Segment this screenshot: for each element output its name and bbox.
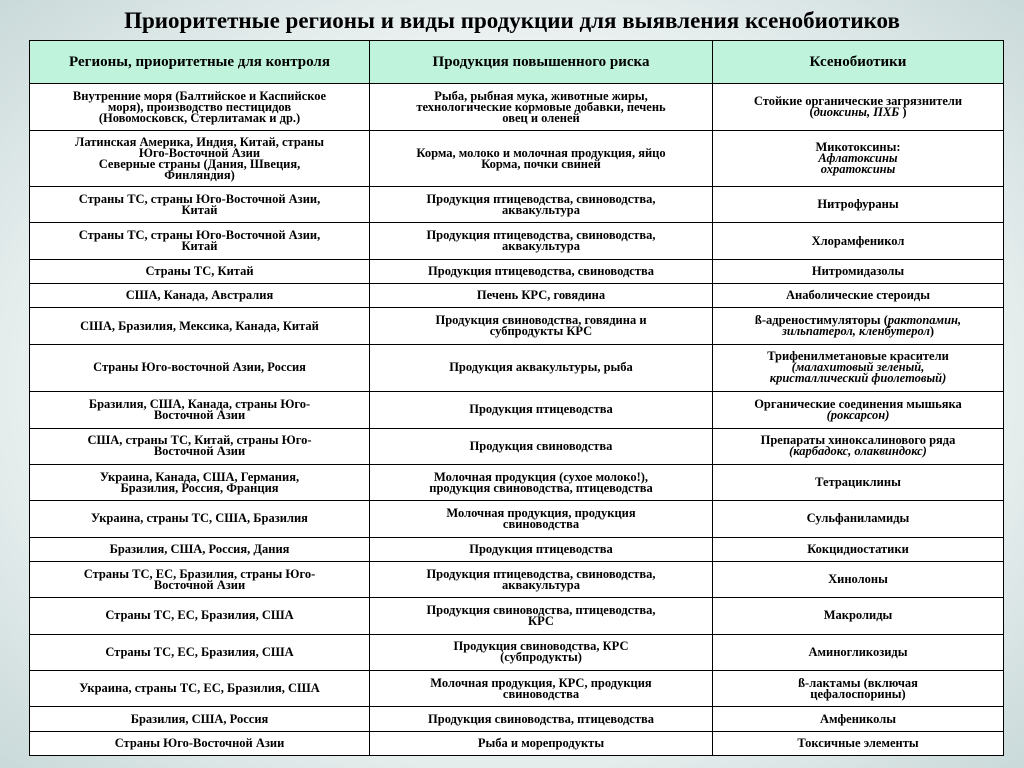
- region-text: Китай: [181, 202, 218, 217]
- region-cell: [30, 707, 370, 731]
- region-text: Бразилия, Россия, Франция: [120, 480, 279, 495]
- table-row: [30, 308, 1004, 344]
- xenobiotic-cell: [713, 392, 1004, 428]
- product-text: Продукция свиноводства, птицеводства: [428, 711, 654, 726]
- xenobiotic-text: цефалоспорины): [810, 686, 906, 701]
- xenobiotic-italic-text: Афлатоксины: [818, 151, 898, 166]
- region-cell: [30, 671, 370, 707]
- product-text: Рыба, рыбная мука, животные жиры,: [434, 88, 648, 103]
- product-text: Продукция свиноводства, птицеводства,: [426, 602, 656, 617]
- region-text: Украина, страны ТС, ЕС, Бразилия, США: [79, 681, 320, 696]
- region-text: Латинская Америка, Индия, Китай, страны: [75, 134, 324, 149]
- table-row: [30, 223, 1004, 259]
- xenobiotic-text: Анаболические стероиды: [786, 288, 930, 303]
- region-text: Страны ТС, страны Юго-Восточной Азии,: [78, 228, 321, 243]
- region-cell: [30, 501, 370, 537]
- region-cell: [30, 259, 370, 283]
- product-text: Молочная продукция (сухое молоко!),: [433, 469, 649, 484]
- table-row: [30, 284, 1004, 308]
- product-text: Продукция птицеводства, свиноводства,: [426, 566, 656, 581]
- table-header-row: [30, 41, 1004, 84]
- product-cell: [370, 284, 713, 308]
- xenobiotic-italic-text: (малахитовый зеленый,: [791, 360, 925, 375]
- xenobiotic-text: Микотоксины:: [815, 140, 901, 155]
- region-text: Восточной Азии: [153, 444, 246, 459]
- product-text: КРС: [528, 613, 554, 628]
- product-cell: [370, 537, 713, 561]
- region-cell: [30, 187, 370, 223]
- product-text: Продукция птицеводства, свиноводства,: [426, 228, 656, 243]
- product-text: Продукция свиноводства, КРС: [453, 639, 629, 654]
- product-cell: [370, 464, 713, 500]
- region-text: США, страны ТС, Китай, страны Юго-: [87, 433, 312, 448]
- region-text: Бразилия, США, Канада, страны Юго-: [88, 396, 311, 411]
- product-text: аквакультура: [502, 202, 580, 217]
- region-text: Страны ТС, ЕС, Бразилия, США: [105, 608, 294, 623]
- product-text: технологические кормовые добавки, печень: [416, 99, 666, 114]
- product-text: Молочная продукция, КРС, продукция: [430, 675, 652, 690]
- table-row: [30, 598, 1004, 634]
- product-text: Продукция птицеводства: [469, 402, 613, 417]
- header-regions: Регионы, приоритетные для контроля: [30, 41, 370, 84]
- region-text: Страны ТС, ЕС, Бразилия, страны Юго-: [83, 566, 316, 581]
- xenobiotic-italic-text: кристаллический фиолетовый): [769, 371, 947, 386]
- xenobiotic-text: Препараты хиноксалинового ряда: [760, 433, 956, 448]
- region-text: Восточной Азии: [153, 577, 246, 592]
- product-text: Рыба и морепродукты: [477, 735, 605, 750]
- region-text: США, Бразилия, Мексика, Канада, Китай: [80, 318, 319, 333]
- product-text: продукция свиноводства, птицеводства: [429, 480, 653, 495]
- header-xenobiotics: Ксенобиотики: [713, 41, 1004, 84]
- xenobiotic-text: Органические соединения мышьяка: [754, 396, 962, 411]
- xenobiotic-cell: [713, 537, 1004, 561]
- table-row: [30, 428, 1004, 464]
- product-cell: [370, 731, 713, 755]
- product-text: аквакультура: [502, 239, 580, 254]
- xenobiotic-text: ß-адреностимуляторы (: [754, 313, 888, 327]
- region-text: Страны Юго-восточной Азии, Россия: [93, 360, 306, 375]
- xenobiotic-cell: [713, 131, 1004, 187]
- product-text: Продукция птицеводства, свиноводства,: [426, 191, 656, 206]
- product-text: Продукция свиноводства, говядина и: [435, 313, 647, 327]
- product-cell: [370, 561, 713, 597]
- region-cell: [30, 428, 370, 464]
- region-text: Страны ТС, ЕС, Бразилия, США: [105, 644, 294, 659]
- region-text: Восточной Азии: [153, 407, 246, 422]
- xenobiotic-cell: [713, 344, 1004, 391]
- region-text: Страны Юго-Восточной Азии: [114, 735, 285, 750]
- xenobiotic-italic-text: диоксины, ПХБ: [813, 105, 900, 120]
- xenobiotic-cell: [713, 187, 1004, 223]
- region-text: Бразилия, США, Россия, Дания: [109, 541, 290, 556]
- table-row: [30, 84, 1004, 131]
- product-cell: [370, 501, 713, 537]
- product-cell: [370, 707, 713, 731]
- xenobiotic-italic-text: охратоксины: [820, 162, 896, 177]
- xenobiotic-text: Нитрофураны: [817, 197, 899, 212]
- product-text: Печень КРС, говядина: [476, 288, 606, 303]
- product-text: (субпродукты): [500, 650, 582, 665]
- product-cell: [370, 259, 713, 283]
- region-text: Украина, страны ТС, США, Бразилия: [91, 511, 308, 526]
- xenobiotic-text: Аминогликозиды: [808, 644, 908, 659]
- xenobiotic-cell: [713, 634, 1004, 670]
- table-body: [30, 84, 1004, 756]
- region-cell: [30, 731, 370, 755]
- product-text: Корма, молоко и молочная продукция, яйцо: [416, 145, 666, 160]
- xenobiotic-text: ß-лактамы (включая: [798, 675, 918, 690]
- xenobiotic-cell: [713, 731, 1004, 755]
- region-cell: [30, 634, 370, 670]
- region-cell: [30, 84, 370, 131]
- xenobiotic-italic-text: (роксарсон): [826, 407, 890, 422]
- table-row: [30, 707, 1004, 731]
- xenobiotic-text: ): [929, 324, 935, 338]
- xenobiotic-cell: [713, 598, 1004, 634]
- xenobiotic-text: Сульфаниламиды: [806, 511, 910, 526]
- xenobiotic-cell: [713, 428, 1004, 464]
- xenobiotic-text: Нитромидазолы: [811, 263, 905, 278]
- product-text: Корма, почки свиней: [481, 156, 601, 171]
- product-cell: [370, 344, 713, 391]
- xenobiotic-text: Трифенилметановые красители: [767, 349, 949, 364]
- product-cell: [370, 131, 713, 187]
- xenobiotic-text: Кокцидиостатики: [807, 541, 909, 556]
- slide-title: Приоритетные регионы и виды продукции для выявления ксенобиотиков: [124, 8, 900, 33]
- table-row: [30, 537, 1004, 561]
- product-cell: [370, 223, 713, 259]
- table-row: [30, 634, 1004, 670]
- product-text: Продукция птицеводства: [469, 541, 613, 556]
- table-row: [30, 561, 1004, 597]
- region-text: Страны ТС, страны Юго-Восточной Азии,: [78, 191, 321, 206]
- table-row: [30, 464, 1004, 500]
- table-row: [30, 392, 1004, 428]
- product-text: Продукция свиноводства: [469, 438, 613, 453]
- header-products: Продукция повышенного риска: [370, 41, 713, 84]
- product-text: овец и оленей: [502, 110, 580, 125]
- region-cell: [30, 223, 370, 259]
- region-cell: [30, 537, 370, 561]
- xenobiotic-cell: [713, 308, 1004, 344]
- product-cell: [370, 308, 713, 344]
- xenobiotic-text: Тетрациклины: [815, 475, 901, 490]
- xenobiotic-cell: [713, 707, 1004, 731]
- region-cell: [30, 598, 370, 634]
- region-cell: [30, 308, 370, 344]
- product-cell: [370, 634, 713, 670]
- xenobiotic-cell: [713, 284, 1004, 308]
- table-row: [30, 731, 1004, 755]
- xenobiotic-cell: [713, 223, 1004, 259]
- region-text: Бразилия, США, Россия: [130, 711, 269, 726]
- product-cell: [370, 187, 713, 223]
- product-cell: [370, 392, 713, 428]
- region-cell: [30, 344, 370, 391]
- xenobiotic-text: Макролиды: [823, 608, 893, 623]
- region-cell: [30, 284, 370, 308]
- region-text: Северные страны (Дания, Швеция,: [98, 156, 301, 171]
- region-text: Юго-Восточной Азии: [138, 145, 261, 160]
- region-text: Страны ТС, Китай: [145, 263, 254, 278]
- xenobiotic-text: Хинолоны: [828, 572, 888, 587]
- region-text: Китай: [181, 239, 218, 254]
- xenobiotics-table: [29, 40, 1004, 756]
- xenobiotic-cell: [713, 259, 1004, 283]
- product-text: Продукция аквакультуры, рыба: [449, 360, 633, 375]
- product-text: свиноводства: [502, 516, 580, 531]
- product-cell: [370, 598, 713, 634]
- region-text: Украина, Канада, США, Германия,: [99, 469, 300, 484]
- xenobiotic-cell: [713, 561, 1004, 597]
- table-row: [30, 131, 1004, 187]
- region-text: моря), производство пестицидов: [107, 99, 292, 114]
- xenobiotic-cell: [713, 501, 1004, 537]
- region-text: Финляндия): [164, 167, 235, 182]
- xenobiotic-text: (: [809, 105, 814, 120]
- xenobiotic-detail: [717, 107, 999, 118]
- xenobiotic-text: Амфениколы: [819, 711, 897, 726]
- product-cell: [370, 671, 713, 707]
- table-row: [30, 671, 1004, 707]
- xenobiotic-text: Хлорамфеникол: [811, 233, 905, 248]
- xenobiotic-italic-text: (карбадокс, олаквиндокс): [789, 444, 927, 459]
- xenobiotic-text: Токсичные элементы: [797, 735, 919, 750]
- region-text: США, Канада, Австралия: [125, 288, 274, 303]
- xenobiotic-cell: [713, 671, 1004, 707]
- region-cell: [30, 464, 370, 500]
- table-row: [30, 187, 1004, 223]
- region-text: Внутренние моря (Балтийское и Каспийское: [72, 88, 327, 103]
- region-cell: [30, 561, 370, 597]
- product-text: свиноводства: [502, 686, 580, 701]
- product-text: субпродукты КРС: [489, 324, 593, 338]
- product-text: Молочная продукция, продукция: [446, 505, 636, 520]
- xenobiotic-text: ): [899, 105, 907, 120]
- product-cell: [370, 84, 713, 131]
- product-cell: [370, 428, 713, 464]
- table-row: [30, 344, 1004, 391]
- xenobiotic-detail: [717, 326, 999, 337]
- region-text: (Новомосковск, Стерлитамак и др.): [98, 110, 301, 125]
- xenobiotic-italic-text: рактопамин,: [887, 313, 962, 327]
- table-row: [30, 259, 1004, 283]
- xenobiotic-text: Стойкие органические загрязнители: [753, 94, 963, 109]
- table-row: [30, 501, 1004, 537]
- region-cell: [30, 392, 370, 428]
- product-text: аквакультура: [502, 577, 580, 592]
- product-text: Продукция птицеводства, свиноводства: [428, 263, 654, 278]
- xenobiotic-italic-text: зильпатерол, кленбутерол: [781, 324, 930, 338]
- region-cell: [30, 131, 370, 187]
- xenobiotic-cell: [713, 464, 1004, 500]
- xenobiotic-cell: [713, 84, 1004, 131]
